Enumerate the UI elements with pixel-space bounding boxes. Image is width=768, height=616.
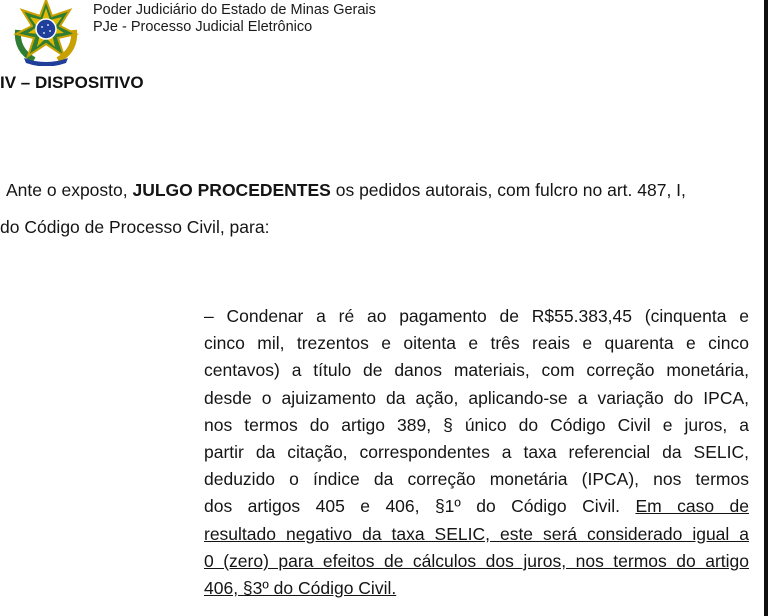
decision-line: deduzido o índice da correção monetária (IPCA), nos termos	[204, 469, 749, 490]
decision-line-mixed	[204, 493, 749, 520]
system-name: PJe - Processo Judicial Eletrônico	[93, 19, 313, 35]
document-header	[6, 0, 746, 70]
intro-text-start: Ante o exposto,	[6, 180, 133, 200]
section-title: IV – DISPOSITIVO	[0, 73, 144, 92]
brazil-coat-of-arms-icon	[10, 0, 82, 66]
decision-line: cinco mil, trezentos e oitenta e três reais e quarenta e cinco	[204, 333, 749, 354]
court-name: Poder Judiciário do Estado de Minas Gerais	[93, 2, 376, 18]
decision-underlined-line: 406, §3º do Código Civil.	[204, 578, 397, 599]
decision-line: nos termos do artigo 389, § único do Código Civil e juros, a	[204, 414, 749, 435]
decision-line: – Condenar a ré ao pagamento de R$55.383,45 (cinquenta e	[204, 306, 749, 326]
decision-line: centavos) a título de danos materiais, com correção monetária,	[204, 360, 749, 381]
intro-line-2: do Código de Processo Civil, para:	[0, 217, 270, 237]
intro-paragraph	[0, 172, 750, 246]
intro-line-1	[0, 172, 750, 209]
page-edge	[764, 0, 768, 616]
decision-line-underlined-part: Em caso de	[635, 496, 750, 517]
decision-underlined-line: 0 (zero) para efeitos de cálculos dos juros, nos termos do artigo	[204, 550, 749, 571]
decision-underlined-line: resultado negativo da taxa SELIC, este será considerado igual a	[204, 523, 749, 544]
intro-bold-verdict: JULGO PROCEDENTES	[132, 180, 331, 200]
decision-line: partir da citação, correspondentes a taxa referencial da SELIC,	[204, 442, 749, 463]
decision-line: desde o ajuizamento da ação, aplicando-se a variação do IPCA,	[204, 387, 749, 408]
intro-text-end: os pedidos autorais, com fulcro no art. 487, I,	[330, 180, 686, 200]
decision-line-plain-part: dos artigos 405 e 406, §1º do Código Civil.	[204, 496, 636, 517]
decision-paragraph	[204, 303, 749, 602]
